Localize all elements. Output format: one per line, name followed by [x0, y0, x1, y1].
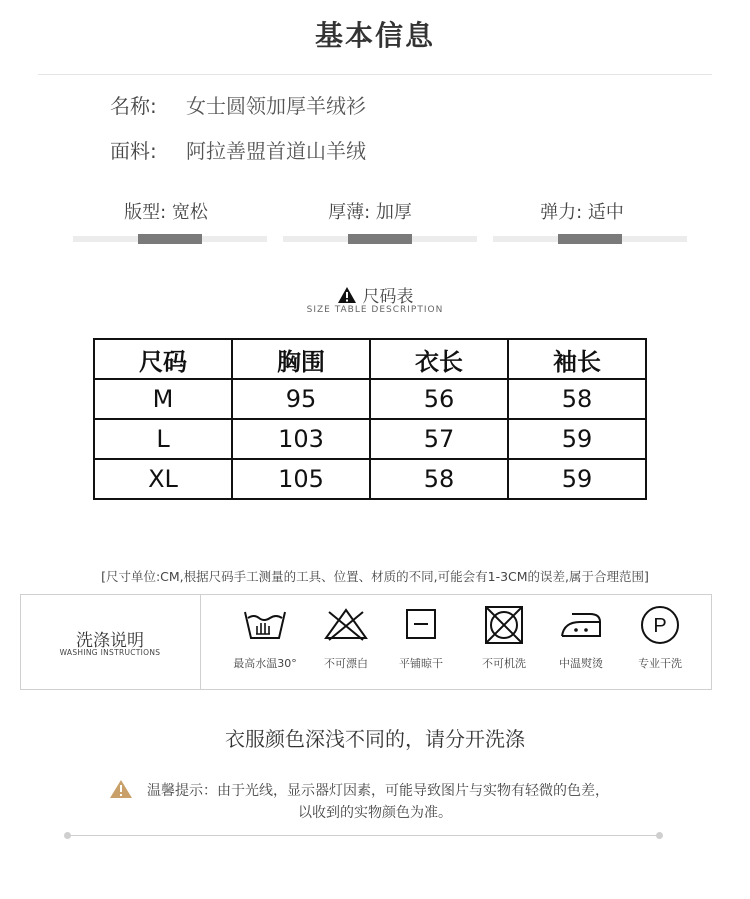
wash-label: 最高水温30° [233, 657, 297, 670]
attr-thickness-track [283, 236, 477, 242]
attr-fit: 版型: 宽松 [124, 202, 208, 223]
table-row [94, 379, 646, 419]
table-header: 尺码 [94, 339, 232, 379]
table-cell: 57 [370, 419, 508, 459]
table-cell: 103 [232, 419, 370, 459]
info-value: 阿拉善盟首道山羊绒 [186, 139, 366, 163]
wash-label: 平铺晾干 [399, 657, 443, 670]
page-title: 基本信息 [314, 19, 435, 52]
table-cell: 58 [370, 459, 508, 499]
table-cell: L [94, 419, 232, 459]
no-machine-wash-icon [464, 604, 544, 644]
table-cell: 59 [508, 419, 646, 459]
washing-subtitle: WASHING INSTRUCTIONS [59, 648, 161, 657]
info-row-name [110, 90, 366, 119]
size-table [93, 338, 647, 500]
info-value: 女士圆领加厚羊绒衫 [186, 94, 366, 118]
tip-line-1: 温馨提示：由于光线，显示器灯因素，可能导致图片与实物有轻微的色差， [147, 783, 609, 799]
info-label: 名称: [110, 94, 157, 118]
table-cell: 59 [508, 459, 646, 499]
table-cell: 105 [232, 459, 370, 499]
no-bleach-icon [306, 604, 386, 644]
table-cell: 58 [508, 379, 646, 419]
caution-icon [109, 779, 133, 803]
attr-fit-marker [138, 234, 202, 244]
attr-elasticity: 弹力: 适中 [540, 202, 624, 223]
svg-text:P: P [653, 615, 667, 637]
iron-medium-icon [541, 604, 621, 644]
color-note: 衣服颜色深浅不同的，请分开洗涤 [225, 727, 525, 751]
divider-dot [64, 832, 71, 839]
attr-elasticity-track [493, 236, 687, 242]
dry-clean-p-icon [620, 604, 700, 644]
wash-label: 中温熨烫 [559, 657, 603, 670]
wash-label: 专业干洗 [638, 657, 682, 670]
table-header: 胸围 [232, 339, 370, 379]
info-label: 面料: [110, 139, 157, 163]
measurement-note: [尺寸单位:CM,根据尺码手工测量的工具、位置、材质的不同,可能会有1-3CM的误差,属于合理范围] [101, 569, 649, 584]
info-row-fabric [110, 135, 366, 164]
table-header: 衣长 [370, 339, 508, 379]
table-row [94, 459, 646, 499]
wash-30-icon [225, 604, 305, 644]
divider [38, 74, 712, 75]
table-header-row [94, 339, 646, 379]
washing-title: 洗涤说明 [76, 631, 144, 651]
attr-thickness-marker [348, 234, 412, 244]
attr-thickness: 厚薄: 加厚 [328, 202, 412, 223]
table-cell: 56 [370, 379, 508, 419]
table-row [94, 419, 646, 459]
table-header: 袖长 [508, 339, 646, 379]
table-cell: M [94, 379, 232, 419]
divider [200, 594, 201, 690]
table-cell: XL [94, 459, 232, 499]
size-table-title: 尺码表 [362, 287, 414, 307]
wash-label: 不可机洗 [482, 657, 526, 670]
dry-flat-icon [381, 604, 461, 644]
attr-elasticity-marker [558, 234, 622, 244]
wash-label: 不可漂白 [324, 657, 368, 670]
attr-fit-track [73, 236, 267, 242]
size-table-subtitle: SIZE TABLE DESCRIPTION [306, 305, 444, 315]
divider [68, 835, 660, 836]
tip-line-2: 以收到的实物颜色为准。 [298, 805, 452, 821]
table-cell: 95 [232, 379, 370, 419]
divider-dot [656, 832, 663, 839]
